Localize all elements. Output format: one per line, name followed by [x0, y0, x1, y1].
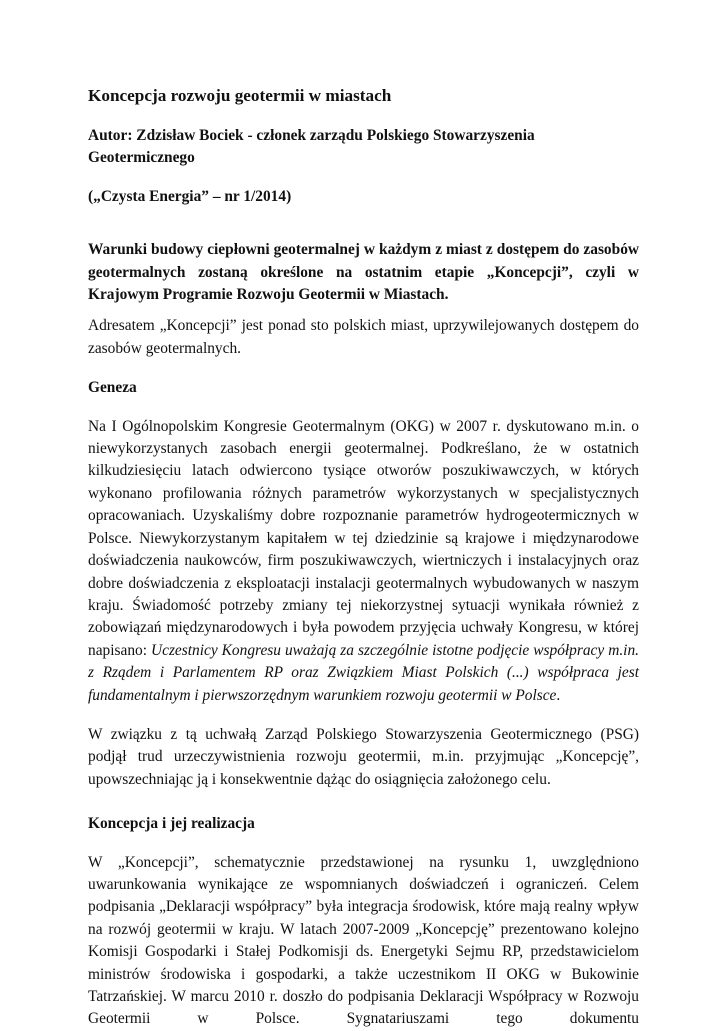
koncepcja-paragraph-1: W „Koncepcji”, schematycznie przedstawionej na rysunku 1, uwzględniono uwarunkowania wynikające ze wspomnianych doświadczeń i ograniczeń. Celem podpisania „Deklaracji współpracy” była integracja środowisk, które mają realny wpływ na rozwój geotermii w kraju. W latach 2007-2009 „Koncepcję” prezentowano kolejno Komisji Gospodarki i Stałej Podkomisji ds. Energetyki Sejmu RP, przedstawicielom ministrów środowiska i gospodarki, a także uczestnikom II OKG w Bukowinie Tatrzańskiej. W marcu 2010 r. doszło do podpisania Deklaracji Współpracy w Rozwoju Geotermii w Polsce. Sygnatariuszami tego dokumentu: [88, 853, 639, 1028]
congress-resolution-quote: Uczestnicy Kongresu uważają za szczególnie istotne podjęcie współpracy m.in. z Rządem i Parlamentem RP oraz Związkiem Miast Polskich (...) współpraca jest fundamentalnym i pierwszorzędnym warunkiem rozwoju geotermii w Polsce: [88, 641, 639, 704]
geneza-paragraph-1-text: Na I Ogólnopolskim Kongresie Geotermalnym (OKG) w 2007 r. dyskutowano m.in. o niewykorzystanych zasobach energii geotermalnej. Podkreślano, że w ostatnich kilkudziesięciu latach odwiercono tysiące otworów poszukiwawczych, w których wykonano profilowania różnych parametrów wykorzystanych w specjalistycznych opracowaniach. Uzyskaliśmy dobre rozpoznanie parametrów hydrogeotermicznych w Polsce. Niewykorzystanym kapitałem w tej dziedzinie są krajowe i międzynarodowe doświadczenia naukowców, firm poszukiwawczych, wiertniczych i instalacyjnych oraz dobre doświadczenia z eksploatacji instalacji geotermalnych wybudowanych w naszym kraju. Świadomość potrzeby zmiany tej niekorzystnej sytuacji wynikała również z zobowiązań międzynarodowych i była powodem przyjęcia uchwały Kongresu, w której napisano:: [88, 417, 639, 659]
geneza-paragraph-1: [88, 416, 639, 707]
lead-paragraph: Warunki budowy ciepłowni geotermalnej w każdym z miast z dostępem do zasobów geotermalnych zostaną określone na ostatnim etapie „Koncepcji”, czyli w Krajowym Programie Rozwoju Geotermii w Miastach.: [88, 241, 639, 304]
geneza-paragraph-1-end: .: [556, 686, 561, 704]
geneza-paragraph-2: W związku z tą uchwałą Zarząd Polskiego Stowarzyszenia Geotermicznego (PSG) podjął trud urzeczywistnienia rozwoju geotermii, m.in. przyjmując „Koncepcję”, upowszechniając ją i konsekwentnie dążąc do osiągnięcia założonego celu.: [88, 725, 639, 788]
section-heading-geneza: Geneza: [88, 379, 137, 397]
intro-paragraph: Adresatem „Koncepcji” jest ponad sto polskich miast, uprzywilejowanych dostępem do zasobów geotermalnych.: [88, 317, 639, 357]
document-title: Koncepcja rozwoju geotermii w miastach: [88, 86, 392, 105]
source-citation: („Czysta Energia” – nr 1/2014): [88, 187, 292, 205]
section-heading-koncepcja: Koncepcja i jej realizacja: [88, 815, 255, 833]
document-page: [88, 84, 639, 1031]
author-line: Autor: Zdzisław Bociek - członek zarządu Polskiego Stowarzyszenia Geotermicznego: [88, 127, 535, 167]
